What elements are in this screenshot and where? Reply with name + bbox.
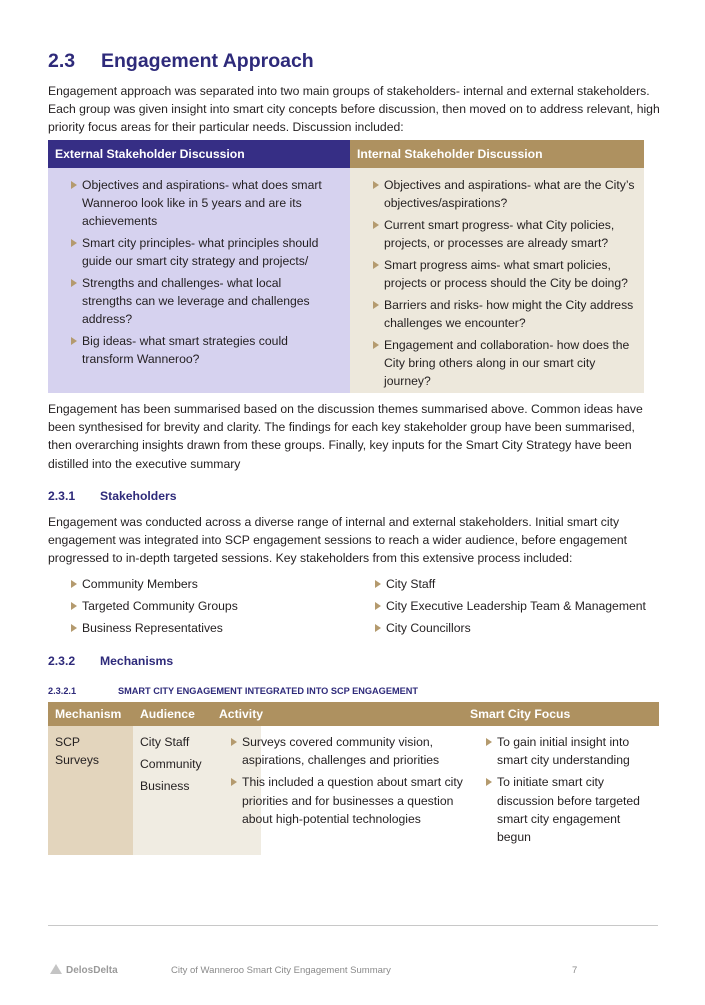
bullet-arrow-icon [231,738,237,746]
list-item-text: Objectives and aspirations- what are the City’s objectives/aspirations? [384,178,635,211]
section-title: Engagement Approach [101,50,314,72]
intro-paragraph: Engagement approach was separated into two main groups of stakeholders- internal and external stakeholders. Each group was given insight into smart city concepts before discussion, then moved on to address relevant, high priority focus areas for their particular needs. Discussion included: [48,84,660,135]
list-item [468,773,653,846]
internal-column [350,140,644,393]
column-header: Audience [140,707,195,721]
list-item [350,176,640,212]
list-item [352,597,672,615]
list-item-text: Smart progress aims- what smart policies, projects or process should the City be doing? [384,257,628,291]
list-item-text: Surveys covered community vision, aspirations, challenges and priorities [242,735,440,768]
column-header: Activity [219,707,264,721]
external-heading: External Stakeholder Discussion [48,140,350,168]
footer-document-title: City of Wanneroo Smart City Engagement Summary [171,965,391,976]
stakeholders-list-right [352,575,672,641]
page-number: 7 [572,965,578,976]
list-item [48,575,348,593]
bullet-arrow-icon [71,239,77,247]
column-header: Smart City Focus [470,707,571,721]
bullet-arrow-icon [71,337,77,345]
list-item [352,575,672,593]
bullet-arrow-icon [486,778,492,786]
list-item [350,336,640,391]
list-item-text: City Executive Leadership Team & Management [386,599,646,614]
cell-text: Community [140,757,202,772]
internal-list [350,168,640,390]
subsubsection-title: SMART CITY ENGAGEMENT INTEGRATED INTO SCP ENGAGEMENT [118,686,418,696]
logo-text: DelosDelta [66,965,118,976]
list-item-text: Objectives and aspirations- what does smart Wanneroo look like in 5 years and are its achievements [82,178,322,229]
bullet-arrow-icon [373,341,379,349]
external-list [48,168,328,369]
bullet-arrow-icon [373,221,379,229]
list-item [350,256,640,292]
mechanisms-heading [48,654,173,668]
list-item-text: Business Representatives [82,621,223,636]
bullet-arrow-icon [373,181,379,189]
bullet-arrow-icon [375,580,381,588]
list-item [48,176,328,231]
footer-divider [48,925,658,926]
internal-heading: Internal Stakeholder Discussion [350,140,644,168]
section-number: 2.3 [48,50,76,72]
list-item [352,619,672,637]
list-item [48,597,348,615]
subsection-number: 2.3.1 [48,489,76,503]
bullet-arrow-icon [231,778,237,786]
list-item-text: Big ideas- what smart strategies could transform Wanneroo? [82,334,288,367]
subsubsection-number: 2.3.2.1 [48,686,77,696]
list-item-text: Smart city principles- what principles should guide our smart city strategy and projects/ [82,236,319,269]
list-item [468,733,653,769]
section-heading [48,50,314,73]
list-item-text: City Staff [386,577,436,591]
list-item-text: Engagement and collaboration- how does the City bring others along in our smart city journey? [384,337,630,389]
activity-cell [213,726,468,832]
company-logo [50,964,118,976]
bullet-arrow-icon [373,261,379,269]
list-item [48,234,328,270]
subsection-title: Stakeholders [100,489,177,503]
bullet-arrow-icon [375,602,381,610]
mechanisms-subheading [48,686,418,696]
mechanisms-table [48,702,659,855]
list-item-text: This included a question about smart city priorities and for businesses a question about high-potential technologies [242,775,463,826]
subsection-number: 2.3.2 [48,654,76,668]
list-item-text: Targeted Community Groups [82,599,238,614]
subsection-title: Mechanisms [100,654,174,668]
focus-cell [468,726,653,850]
list-item [213,733,468,769]
mechanism-cell [48,726,133,855]
column-header: Mechanism [55,707,122,721]
list-item-text: To gain initial insight into smart city understanding [497,735,630,768]
list-item [350,216,640,252]
list-item [48,332,328,368]
bullet-arrow-icon [373,301,379,309]
cell-text: Surveys [55,753,100,768]
external-column [48,140,350,393]
bullet-arrow-icon [71,181,77,189]
bullet-arrow-icon [375,624,381,632]
summary-paragraph: Engagement has been summarised based on the discussion themes summarised above. Common ideas have been synthesised for brevity and clarity. The findings for each key stakeholder group have been summarised, then overarching insights drawn from these groups. Finally, key inputs for the Smart City Strategy have been distilled into the executive summary [48,402,643,471]
list-item-text: To initiate smart city discussion before targeted smart city engagement begun [497,775,640,844]
cell-text: SCP [55,735,81,749]
list-item [350,296,640,332]
cell-text: Business [140,779,190,794]
list-item-text: Strengths and challenges- what local strengths can we leverage and challenges address? [82,276,310,327]
list-item-text: City Councillors [386,621,471,636]
list-item [213,773,468,828]
bullet-arrow-icon [71,580,77,588]
stakeholders-list-left [48,575,348,641]
list-item [48,274,328,329]
list-item-text: Current smart progress- what City policies, projects, or processes are already smart? [384,217,615,251]
list-item-text: Barriers and risks- how might the City address challenges we encounter? [384,297,634,330]
delta-logo-icon [50,964,62,974]
bullet-arrow-icon [71,602,77,610]
bullet-arrow-icon [486,738,492,746]
bullet-arrow-icon [71,624,77,632]
stakeholders-heading [48,489,177,503]
discussion-table [48,140,644,393]
stakeholders-paragraph: Engagement was conducted across a diverse range of internal and external stakeholders. Initial smart city engagement was integrated into SCP engagement sessions to reach a wider audience, before engagement progressed to in-depth targeted sessions. Key stakeholders from this extensive process included: [48,515,628,566]
list-item-text: Community Members [82,577,198,591]
cell-text: City Staff [140,735,190,749]
table-header-row [48,702,659,726]
bullet-arrow-icon [71,279,77,287]
list-item [48,619,348,637]
